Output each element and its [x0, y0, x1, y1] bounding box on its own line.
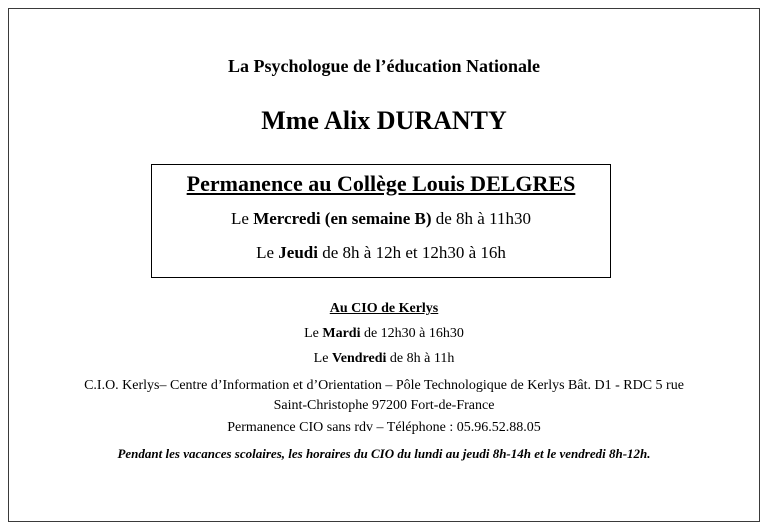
friday-prefix: Le [313, 351, 332, 366]
cio-schedule-friday [0, 351, 768, 367]
friday-day: Vendredi [331, 351, 387, 366]
cio-address [60, 376, 708, 416]
cio-phone: Permanence CIO sans rdv – Téléphone : 05.96.52.88.05 [227, 420, 541, 435]
address-line-2: Saint-Christophe 97200 Fort-de-France [273, 398, 495, 413]
holiday-hours-note: Pendant les vacances scolaires, les horaires du CIO du lundi au jeudi 8h-14h et le vendredi 8h-12h. [117, 446, 651, 461]
college-schedule-wednesday [152, 209, 610, 229]
college-permanence-title: Permanence au Collège Louis DELGRES [186, 171, 576, 196]
thursday-prefix: Le [256, 243, 279, 262]
tuesday-day: Mardi [322, 326, 361, 341]
cio-title: Au CIO de Kerlys [329, 301, 439, 316]
role-heading: La Psychologue de l’éducation Nationale [227, 56, 540, 76]
tuesday-hours: de 12h30 à 16h30 [360, 326, 464, 341]
thursday-day: Jeudi [278, 243, 318, 262]
wednesday-prefix: Le [231, 209, 254, 228]
wednesday-hours: de 8h à 11h30 [431, 209, 531, 228]
wednesday-day: Mercredi (en semaine B) [253, 209, 432, 228]
tuesday-prefix: Le [304, 326, 323, 341]
college-schedule-thursday [152, 243, 610, 263]
friday-hours: de 8h à 11h [386, 351, 455, 366]
name-heading: Mme Alix DURANTY [261, 106, 507, 135]
cio-schedule-tuesday [0, 326, 768, 342]
thursday-hours: de 8h à 12h et 12h30 à 16h [317, 243, 506, 262]
address-line-1: C.I.O. Kerlys– Centre d’Information et d’Orientation – Pôle Technologique de Kerlys Bât. D1 - RDC 5 rue [84, 378, 684, 393]
college-permanence-box [151, 164, 611, 278]
